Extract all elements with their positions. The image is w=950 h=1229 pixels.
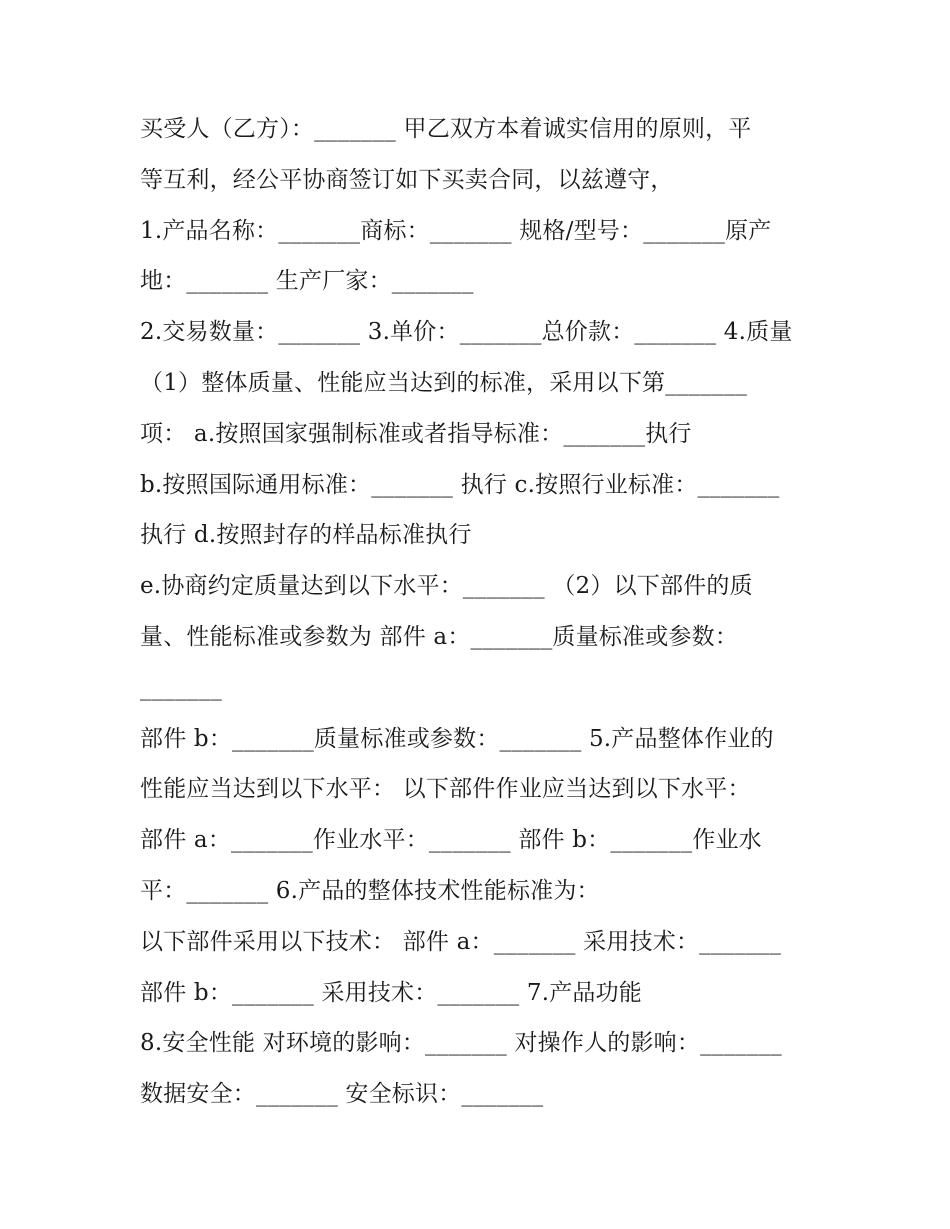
text-line: 平：_______ 6.产品的整体技术性能标准为：: [140, 877, 600, 904]
text-line: b.按照国际通用标准：_______ 执行 c.按照行业标准：_______: [140, 471, 780, 498]
text-line: 性能应当达到以下水平： 以下部件作业应当达到以下水平：: [140, 776, 751, 803]
text-line: 2.交易数量：_______ 3.单价：_______总价款：_______ 4.质量: [140, 319, 793, 346]
text-line: 量、性能标准或参数为 部件 a：_______质量标准或参数：: [140, 623, 739, 650]
text-line: 8.安全性能 对环境的影响：_______ 对操作人的影响：_______: [140, 1030, 782, 1057]
text-line: 买受人（乙方）：_______ 甲乙双方本着诚实信用的原则，平: [140, 116, 752, 142]
text-line: _______: [140, 674, 222, 701]
contract-body: [140, 108, 810, 1124]
text-line: 数据安全：_______ 安全标识：_______: [140, 1081, 544, 1108]
text-line: 以下部件采用以下技术： 部件 a：_______ 采用技术：_______: [140, 928, 782, 955]
text-line: 1.产品名称：_______商标：_______ 规格/型号：_______原产: [140, 217, 772, 244]
text-line: 地：_______ 生产厂家：_______: [140, 268, 474, 295]
text-line: （1）整体质量、性能应当达到的标准，采用以下第_______: [140, 369, 748, 396]
text-line: 项： a.按照国家强制标准或者指导标准：_______执行: [140, 420, 692, 447]
text-line: 执行 d.按照封存的样品标准执行: [140, 522, 472, 549]
text-line: 部件 b：_______质量标准或参数：_______ 5.产品整体作业的: [140, 725, 774, 752]
text-line: 部件 a：_______作业水平：_______ 部件 b：_______作业水: [140, 827, 762, 854]
text-line: 部件 b：_______ 采用技术：_______ 7.产品功能: [140, 979, 643, 1006]
text-line: e.协商约定质量达到以下水平：_______ （2）以下部件的质: [140, 573, 753, 600]
text-line: 等互利，经公平协商签订如下买卖合同，以兹遵守，: [140, 166, 674, 193]
